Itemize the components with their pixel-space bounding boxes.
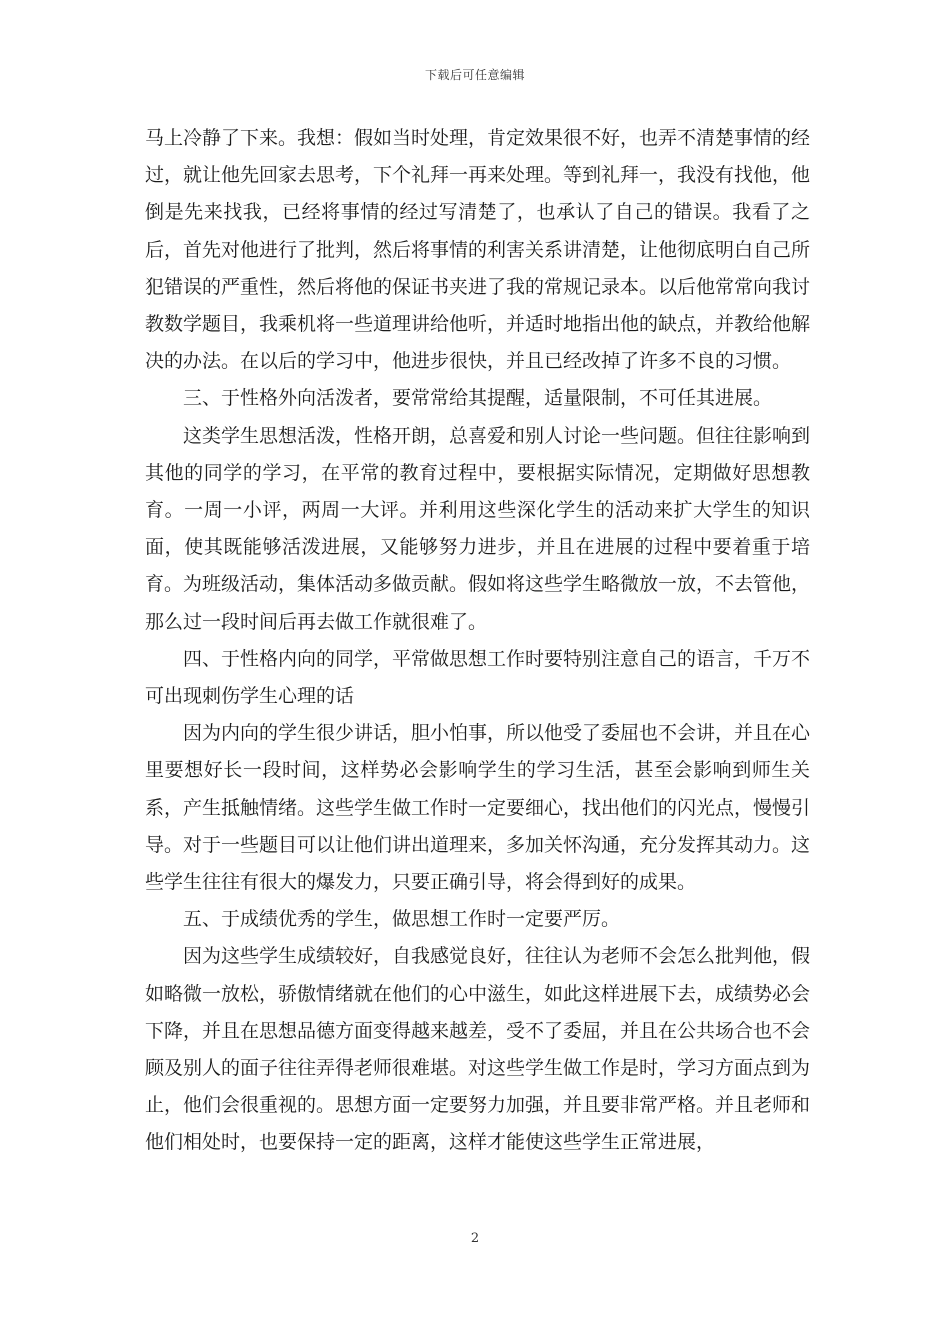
paragraph-continued: 马上冷静了下来。我想：假如当时处理，肯定效果很不好，也弄不清楚事情的经过，就让他先回家去思考，下个礼拜一再来处理。等到礼拜一，我没有找他，他倒是先来找我，已经将事情的经过写清楚了，也承认了自己的错误。我看了之后，首先对他进行了批判，然后将事情的利害关系讲清楚，让他彻底明白自己所犯错误的严重性，然后将他的保证书夹进了我的常规记录本。以后他常常向我讨教数学题目，我乘机将一些道理讲给他听，并适时地指出他的缺点，并教给他解决的办法。在以后的学习中，他进步很快，并且已经改掉了许多不良的习惯。 [145,127,811,373]
section-heading-5: 五、于成绩优秀的学生，做思想工作时一定要严厉。 [183,908,621,931]
page-header: 下载后可任意编辑 [424,68,525,82]
paragraph: 因为内向的学生很少讲话，胆小怕事，所以他受了委屈也不会讲，并且在心里要想好长一段时间，这样势必会影响学生的学习生活，甚至会影响到师生关系，产生抵触情绪。这些学生做工作时一定要细心，找出他们的闪光点，慢慢引导。对于一些题目可以让他们讲出道理来，多加关怀沟通，充分发挥其动力。这些学生往往有很大的爆发力，只要正确引导，将会得到好的成果。 [145,722,811,894]
page-number: 2 [470,1231,480,1246]
paragraph: 这类学生思想活泼，性格开朗，总喜爱和别人讨论一些问题。但往往影响到其他的同学的学习，在平常的教育过程中，要根据实际情况，定期做好思想教育。一周一小评，两周一大评。并利用这些深化学生的活动来扩大学生的知识面，使其既能够活泼进展，又能够努力进步，并且在进展的过程中要着重于培育。为班级活动，集体活动多做贡献。假如将这些学生略微放一放，不去管他，那么过一段时间后再去做工作就很难了。 [145,424,811,633]
section-heading-4: 四、于性格内向的同学，平常做思想工作时要特别注意自己的语言，千万不可出现刺伤学生心理的话 [145,647,811,708]
document-body [145,120,810,1162]
paragraph: 因为这些学生成绩较好，自我感觉良好，往往认为老师不会怎么批判他，假如略微一放松，骄傲情绪就在他们的心中滋生，如此这样进展下去，成绩势必会下降，并且在思想品德方面变得越来越差，受不了委屈，并且在公共场合也不会顾及别人的面子往往弄得老师很难堪。对这些学生做工作是时，学习方面点到为止，他们会很重视的。思想方面一定要努力加强，并且要非常严格。并且老师和他们相处时，也要保持一定的距离，这样才能使这些学生正常进展， [145,945,811,1154]
section-heading-3: 三、于性格外向活泼者，要常常给其提醒，适量限制，不可任其进展。 [183,387,773,410]
